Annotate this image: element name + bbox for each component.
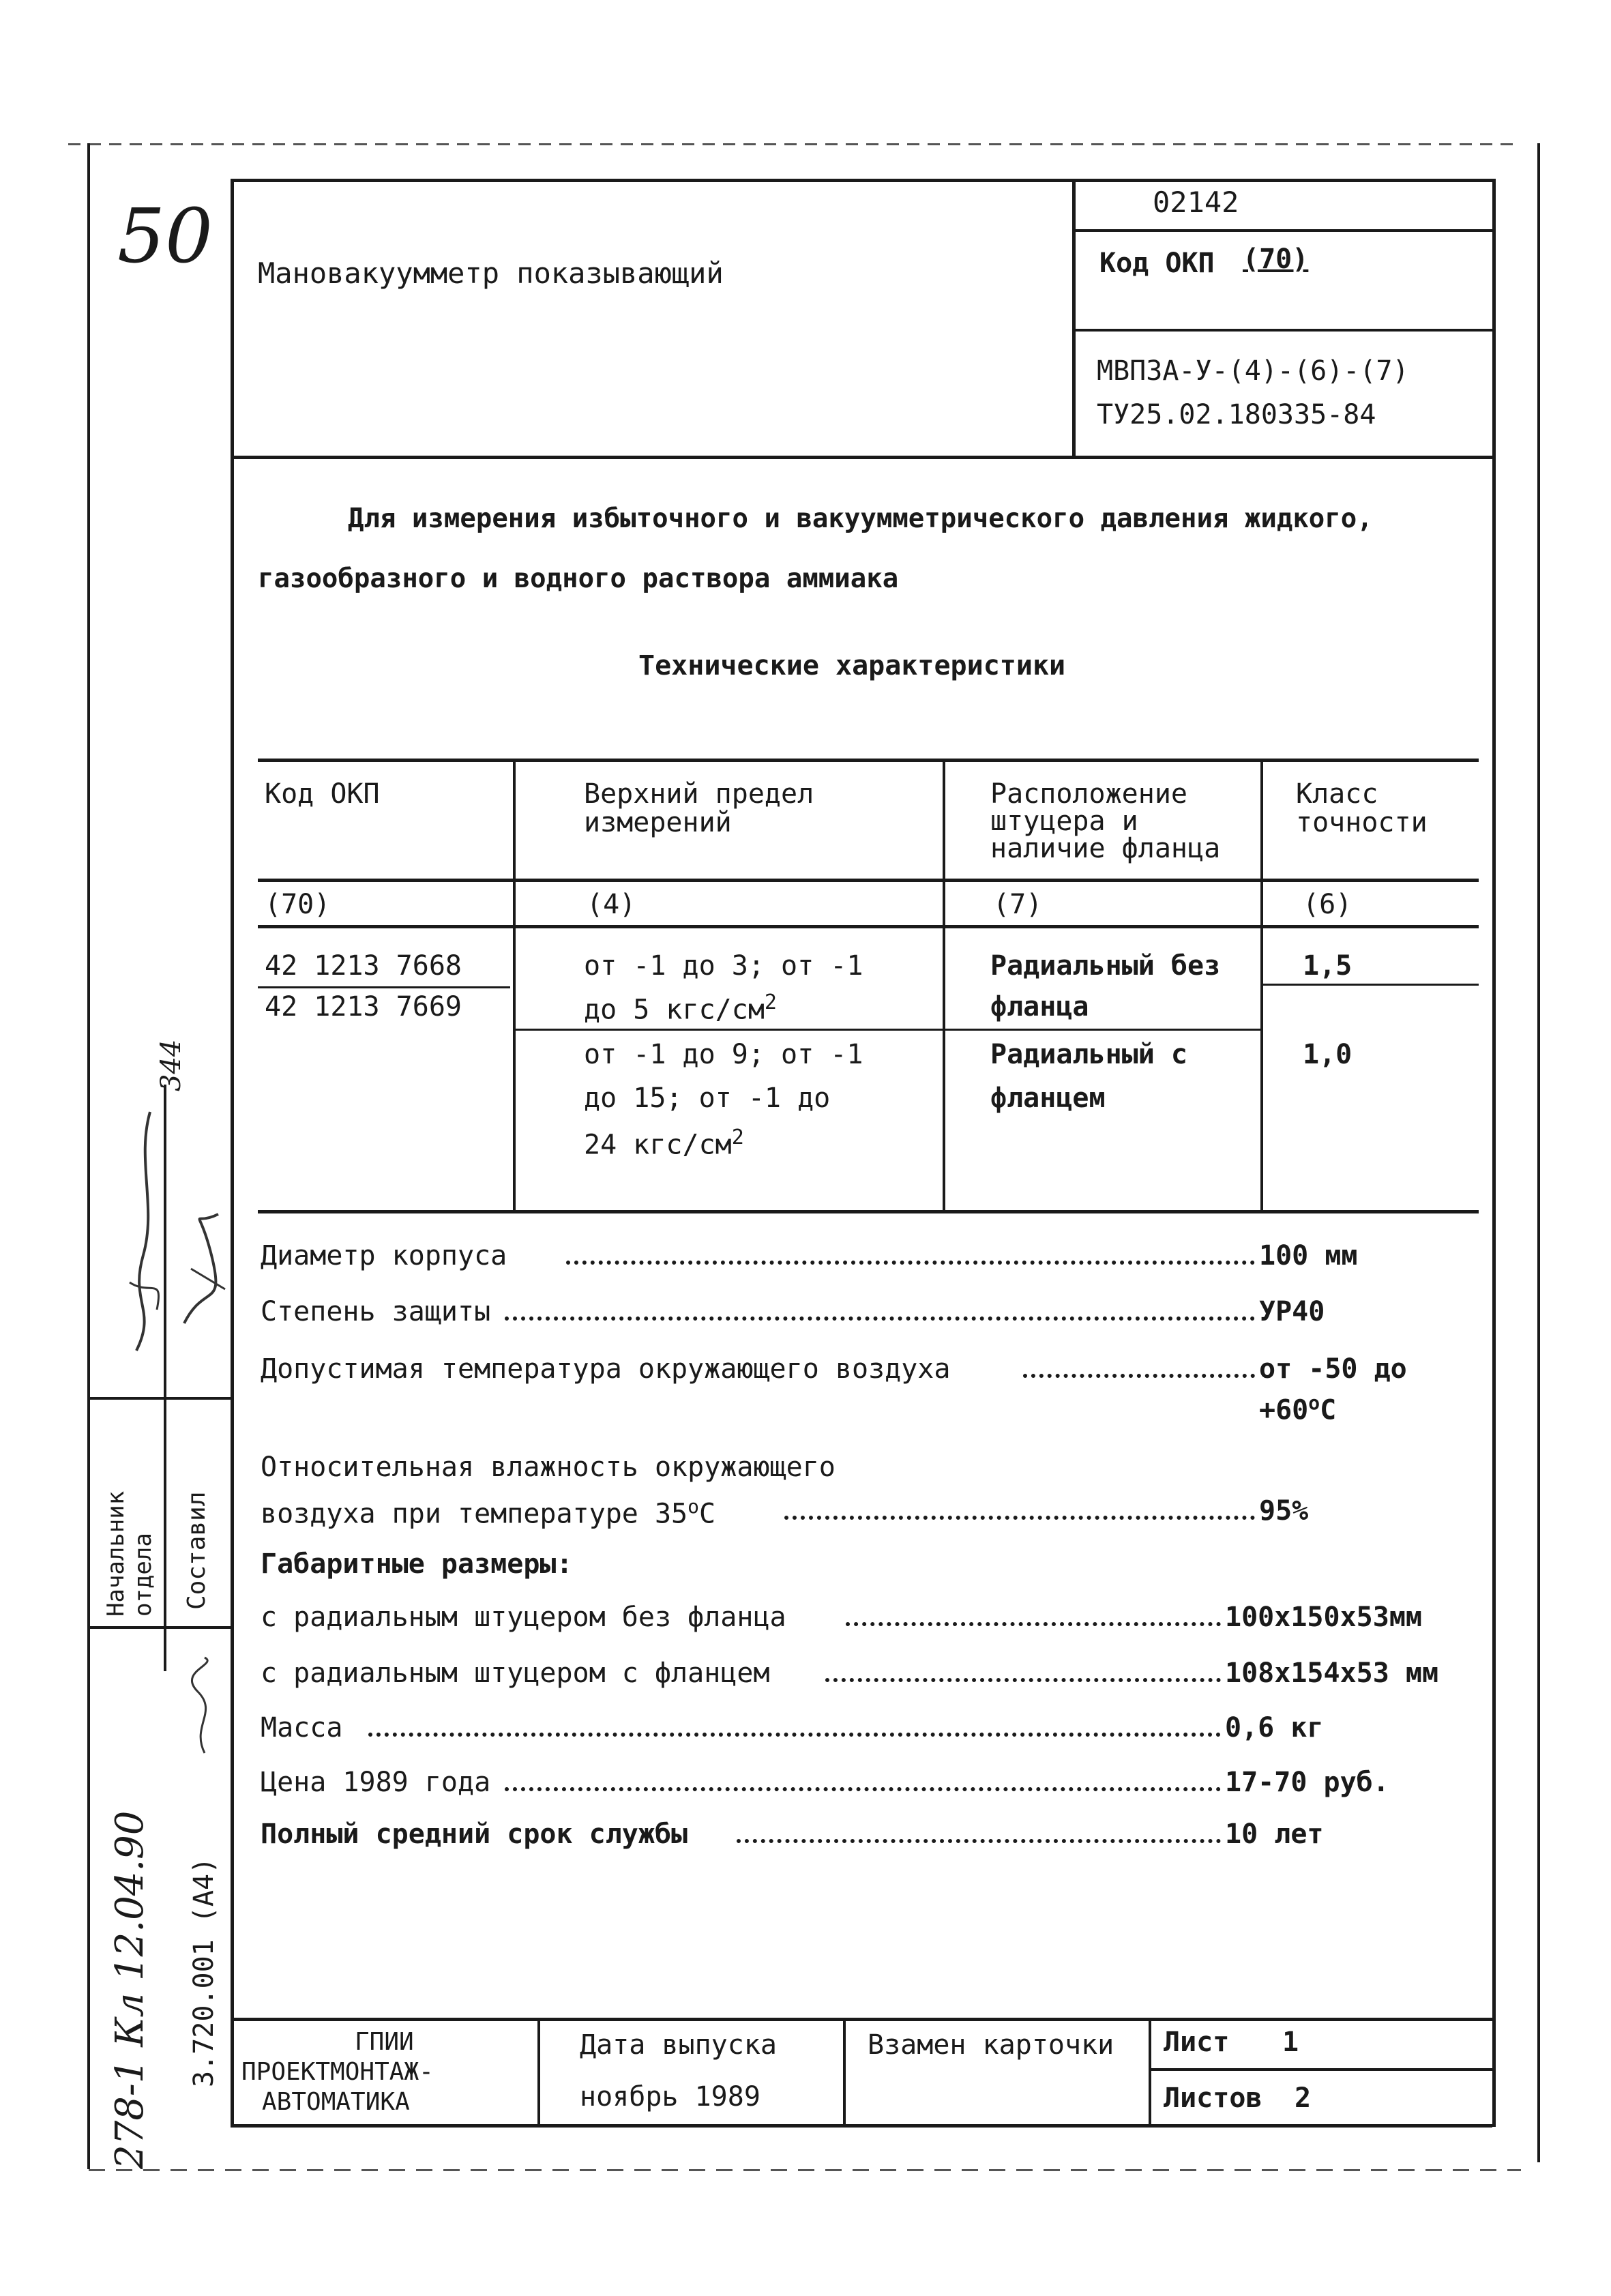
spec-mass-value: 0,6 кг: [1225, 1712, 1324, 1743]
model-designation: МВПЗА-У-(4)-(6)-(7): [1097, 355, 1409, 387]
margin-format: 3.720.001 (А4): [188, 1857, 220, 2087]
spec-temp-value-1: от -50 до: [1259, 1353, 1407, 1385]
table-row1-line-mid: [513, 1029, 1260, 1031]
table-code-class: (6): [1303, 889, 1353, 920]
tech-spec-number: ТУ25.02.180335-84: [1097, 399, 1376, 430]
table-code-okp: (70): [265, 889, 331, 920]
table-header-range-2: измерений: [584, 807, 732, 838]
row1-position-line2: фланца: [990, 991, 1089, 1022]
spec-service-value: 10 лет: [1225, 1819, 1324, 1850]
table-header-position-2: штуцера и: [990, 806, 1138, 837]
row2-position-line2: фланцем: [990, 1083, 1106, 1114]
footer-org-line1: ГПИИ: [355, 2028, 414, 2056]
okp-value-2: 42 1213 7669: [265, 991, 462, 1022]
table-header-class-2: точности: [1296, 807, 1428, 838]
purpose-line-2: газообразного и водного раствора аммиака: [258, 563, 899, 594]
table-header-bottom-line: [258, 879, 1479, 882]
humidity-degree: о: [688, 1495, 699, 1518]
section-title: Технические характеристики: [638, 650, 1066, 681]
row1-range-line1: от -1 до 3; от -1: [584, 950, 863, 982]
signature-compiler: [171, 1201, 239, 1337]
page-number: 50: [117, 192, 213, 280]
table-col-divider-2: [943, 759, 945, 1210]
row1-superscript: 2: [764, 990, 777, 1014]
spec-price-label: Цена 1989 года: [261, 1767, 491, 1798]
header-okp-line: [1072, 329, 1492, 332]
spec-protection-label: Степень защиты: [261, 1296, 491, 1327]
footer-org-line2: ПРОЕКТМОНТАЖ-: [241, 2058, 434, 2086]
frame-right-line: [1492, 179, 1496, 2127]
row2-range-line2: до 15; от -1 до: [584, 1083, 831, 1114]
temp-degree: о: [1308, 1392, 1320, 1414]
row2-range-line1: от -1 до 9; от -1: [584, 1039, 863, 1070]
spec-dim-no-flange-value: 100х150х53мм: [1225, 1602, 1422, 1633]
table-header-position-3: наличие фланца: [990, 833, 1221, 864]
spec-diameter-label: Диаметр корпуса: [261, 1240, 507, 1271]
spec-protection-value: УР40: [1259, 1296, 1325, 1327]
header-code-line: [1072, 229, 1492, 232]
top-dashed-border: [68, 143, 1514, 145]
footer-replace-label: Взамен карточки: [868, 2029, 1114, 2061]
table-codes-bottom-line: [258, 925, 1479, 928]
table-code-range: (4): [587, 889, 636, 920]
spec-mass-label: Масса: [261, 1712, 343, 1743]
footer-sheet-value: 1: [1282, 2027, 1299, 2058]
margin-head-of-dept: Начальник отдела: [102, 1490, 157, 1617]
left-margin-line: [87, 143, 90, 2169]
header-top-line: [231, 179, 1492, 182]
spec-humidity-leader: [784, 1510, 1255, 1520]
table-col-divider-1: [513, 759, 516, 1210]
right-margin-line: [1537, 143, 1540, 2162]
spec-temp-label: Допустимая температура окружающего воздуха: [261, 1353, 951, 1385]
spec-humidity-label-2: воздуха при температуре $35^оС$: [261, 1495, 716, 1530]
table-row1-line-col4: [1260, 984, 1479, 986]
product-code: 02142: [1153, 186, 1239, 219]
header-bottom-line: [231, 456, 1492, 459]
spec-dim-flange-label: с радиальным штуцером с фланцем: [261, 1658, 770, 1689]
spec-price-value: 17-70 руб.: [1225, 1767, 1389, 1798]
spec-dim-flange-leader: [825, 1673, 1221, 1682]
row1-class: 1,5: [1303, 950, 1353, 982]
spec-dim-no-flange-leader: [846, 1617, 1221, 1626]
frame-left-line: [231, 179, 234, 2127]
okp-code: (70): [1243, 244, 1309, 275]
purpose-line-1: Для измерения избыточного и вакуумметрического давления жидкого,: [348, 503, 1373, 534]
footer-sheet-divider: [1149, 2068, 1492, 2071]
spec-service-label: Полный средний срок службы: [261, 1819, 688, 1850]
margin-doc-ref: 278-1 Кл 12.04.90: [108, 1810, 152, 2169]
signature-margin: [177, 1651, 232, 1760]
table-top-line: [258, 759, 1479, 762]
footer-sheets-label: Листов: [1164, 2082, 1262, 2114]
okp-value-1: 42 1213 7668: [265, 950, 462, 982]
spec-protection-leader: [505, 1311, 1255, 1321]
okp-label: Код ОКП: [1099, 248, 1215, 279]
header-divider: [1072, 179, 1076, 457]
bottom-dashed-border: [89, 2169, 1521, 2171]
footer-divider-1: [537, 2018, 540, 2124]
spec-diameter-value: 100 мм: [1259, 1240, 1358, 1271]
table-header-okp: Код ОКП: [265, 778, 380, 810]
row2-class: 1,0: [1303, 1039, 1353, 1070]
product-name: Мановакуумметр показывающий: [258, 256, 724, 290]
footer-divider-2: [843, 2018, 846, 2124]
footer-release-label: Дата выпуска: [580, 2029, 777, 2061]
footer-sheet-label: Лист: [1164, 2027, 1230, 2058]
table-col-divider-3: [1260, 759, 1263, 1210]
footer-top-line: [231, 2018, 1492, 2021]
table-row1-line-col1: [258, 986, 510, 988]
row2-range-line3: 24 кгс/$см^2$: [584, 1125, 744, 1161]
footer-release-value: ноябрь 1989: [580, 2081, 760, 2113]
footer-sheets-value: 2: [1295, 2082, 1312, 2114]
row2-superscript: 2: [731, 1125, 744, 1149]
spec-humidity-label-1: Относительная влажность окружающего: [261, 1452, 836, 1483]
table-code-position: (7): [993, 889, 1043, 920]
row1-position-line1: Радиальный без: [990, 950, 1221, 982]
spec-price-leader: [505, 1782, 1221, 1791]
table-header-range-1: Верхний предел: [584, 778, 814, 810]
spec-dim-flange-value: 108х154х53 мм: [1225, 1658, 1439, 1689]
margin-stamp-line-bottom: [90, 1626, 231, 1629]
footer-bottom-line: [231, 2124, 1492, 2128]
table-header-position-1: Расположение: [990, 778, 1187, 810]
spec-humidity-value: 95%: [1259, 1495, 1309, 1527]
spec-dim-no-flange-label: с радиальным штуцером без фланца: [261, 1602, 786, 1633]
margin-stamp-number: 344: [156, 1039, 187, 1091]
spec-mass-leader: [368, 1727, 1221, 1737]
spec-temp-value-2: $+60^оС$: [1259, 1392, 1337, 1426]
spec-diameter-leader: [566, 1255, 1255, 1265]
footer-org-line3: АВТОМАТИКА: [262, 2088, 410, 2116]
margin-stamp-line-top: [90, 1397, 231, 1400]
margin-compiled: Составил: [183, 1491, 211, 1610]
row1-range-line2: до 5 кгс/$см^2$: [584, 990, 777, 1026]
table-header-class-1: Класс: [1296, 778, 1378, 810]
spec-temp-leader: [1023, 1368, 1255, 1378]
row2-position-line1: Радиальный с: [990, 1039, 1187, 1070]
footer-divider-3: [1149, 2018, 1151, 2124]
spec-service-leader: [737, 1834, 1221, 1843]
table-bottom-line: [258, 1210, 1479, 1213]
spec-dimensions-heading: Габаритные размеры:: [261, 1548, 573, 1580]
